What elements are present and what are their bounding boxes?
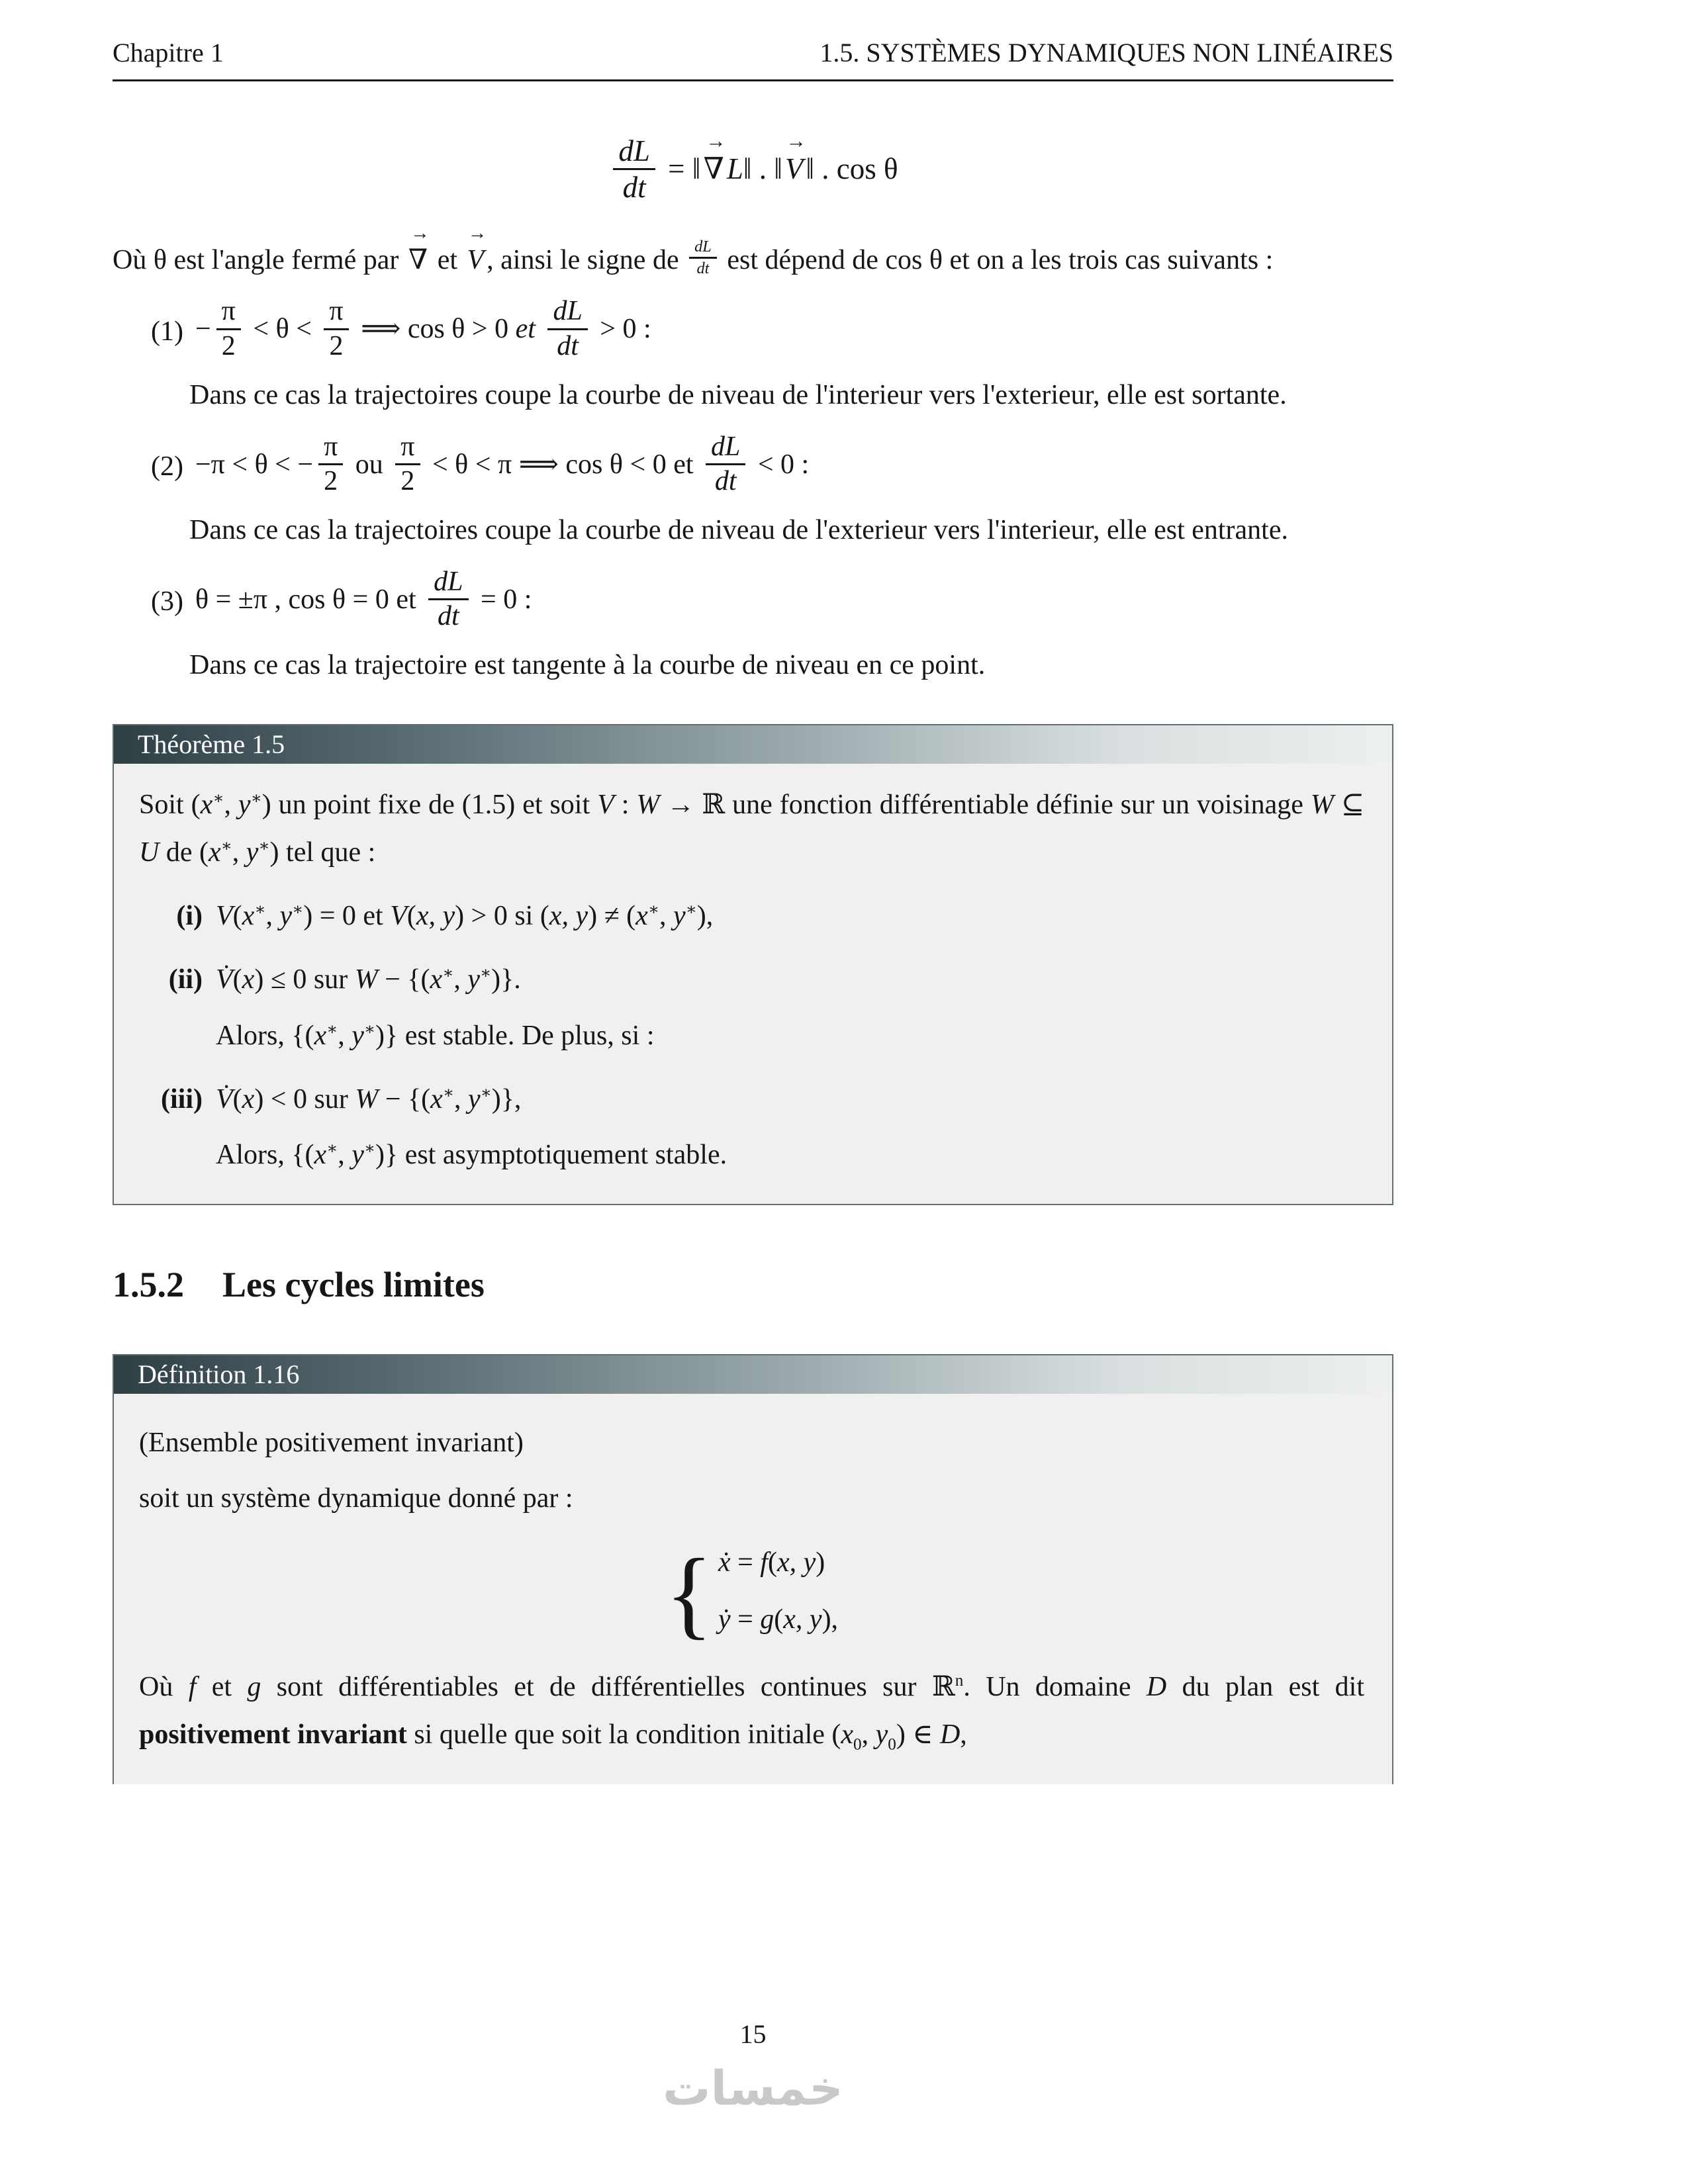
- system-eq-y: ẏ = g(x, y),: [718, 1604, 839, 1635]
- page-header: [113, 0, 1393, 69]
- definition-system-intro: soit un système dynamique donné par :: [139, 1483, 573, 1514]
- list-item-2-math: −π < θ < − $\frac{\pi}{2}$ ou $\frac{\pi}{2}$ < θ < π ⟹ cos θ < 0 et $\frac{dL}{dt}$ < 0 :: [195, 431, 810, 496]
- system-equation: [139, 1538, 1364, 1649]
- main-equation: $\frac{dL}{dt}$ = ‖ → ∇L‖ . ‖ → V‖ . cos θ: [113, 137, 1393, 207]
- list-item-1-math: − $\frac{\pi}{2}$ < θ < $\frac{\pi}{2}$ ⟹ cos θ > 0 et $\frac{dL}{dt}$ > 0 :: [195, 296, 651, 361]
- page-number: 15: [739, 2019, 767, 2049]
- theorem-item-i-label: (i): [176, 901, 203, 932]
- list-item-1-label: (1): [151, 316, 183, 347]
- list-item-3-label: (3): [151, 586, 183, 617]
- theorem-conclusion-stable: Alors, {(x∗, y∗)} est stable. De plus, si :: [216, 1020, 655, 1051]
- intro-paragraph: Où θ est l'angle fermé par → ∇ et → V, ainsi le signe de $\frac{dL}{dt}$ est dépend de cos θ et on a les trois cas suivants :: [113, 223, 1274, 277]
- system-equations: [718, 1539, 838, 1643]
- theorem-box-body: [114, 764, 1392, 1205]
- list-item-3-body: Dans ce cas la trajectoire est tangente à la courbe de niveau en ce point.: [189, 650, 986, 681]
- theorem-box-title: Théorème 1.5: [138, 729, 285, 759]
- list-item-1: [113, 293, 1393, 370]
- khamsat-watermark-logo: خمسات: [663, 2060, 843, 2116]
- theorem-item-ii-text: V̇(x) ≤ 0 sur W − {(x∗, y∗)}.: [216, 964, 521, 995]
- list-item-2-body: Dans ce cas la trajectoires coupe la courbe de niveau de l'exterieur vers l'interieur, elle est entrante.: [189, 515, 1288, 546]
- list-item-1-body: Dans ce cas la trajectoires coupe la courbe de niveau de l'interieur vers l'exterieur, elle est sortante.: [189, 380, 1287, 411]
- definition-box-header: [114, 1355, 1392, 1394]
- header-rule: [113, 79, 1393, 81]
- definition-box: [113, 1354, 1393, 1784]
- theorem-item-ii: [139, 956, 1364, 1003]
- theorem-item-iii: [139, 1075, 1364, 1123]
- definition-box-body: [114, 1394, 1392, 1784]
- list-item-2-label: (2): [151, 451, 183, 482]
- list-item-2: [113, 428, 1393, 505]
- definition-box-title: Définition 1.16: [138, 1359, 300, 1390]
- section-title: Les cycles limites: [222, 1265, 485, 1305]
- theorem-box: [113, 724, 1393, 1206]
- theorem-item-i-text: V(x∗, y∗) = 0 et V(x, y) > 0 si (x, y) ≠ (x∗, y∗),: [216, 901, 714, 932]
- header-section-label: 1.5. SYSTÈMES DYNAMIQUES NON LINÉAIRES: [820, 38, 1393, 68]
- theorem-conclusion-asymptotic: Alors, {(x∗, y∗)} est asymptotiquement stable.: [216, 1140, 727, 1171]
- section-heading: [113, 1263, 1393, 1306]
- header-chapter-label: Chapitre 1: [113, 38, 224, 68]
- theorem-item-iii-text: V̇(x) < 0 sur W − {(x∗, y∗)},: [216, 1083, 522, 1115]
- theorem-item-ii-label: (ii): [168, 964, 203, 995]
- theorem-item-i: [139, 892, 1364, 940]
- theorem-box-header: [114, 725, 1392, 764]
- list-item-3: [113, 563, 1393, 640]
- list-item-3-math: θ = ±π , cos θ = 0 et $\frac{dL}{dt}$ = 0 :: [195, 566, 532, 631]
- system-eq-x: ẋ = f(x, y): [718, 1547, 825, 1578]
- system-brace: {: [665, 1538, 713, 1649]
- theorem-item-iii-label: (iii): [161, 1083, 203, 1115]
- page-content: [113, 0, 1393, 1784]
- section-number: 1.5.2: [113, 1265, 184, 1305]
- definition-name-line: (Ensemble positivement invariant): [139, 1428, 524, 1459]
- theorem-intro: Soit (x∗, y∗) un point fixe de (1.5) et soit V : W → ℝ une fonction différentiable définie sur un voisinage W ⊆ U de (x∗, y∗) tel que :: [139, 789, 1365, 868]
- definition-paragraph: Où f et g sont différentiables et de différentielles continues sur ℝ$^n$. Un domaine D du plan est dit positivement invariant si quelle que soit la condition initiale ($x_0$, $y_0$) ∈ D,: [139, 1672, 1364, 1754]
